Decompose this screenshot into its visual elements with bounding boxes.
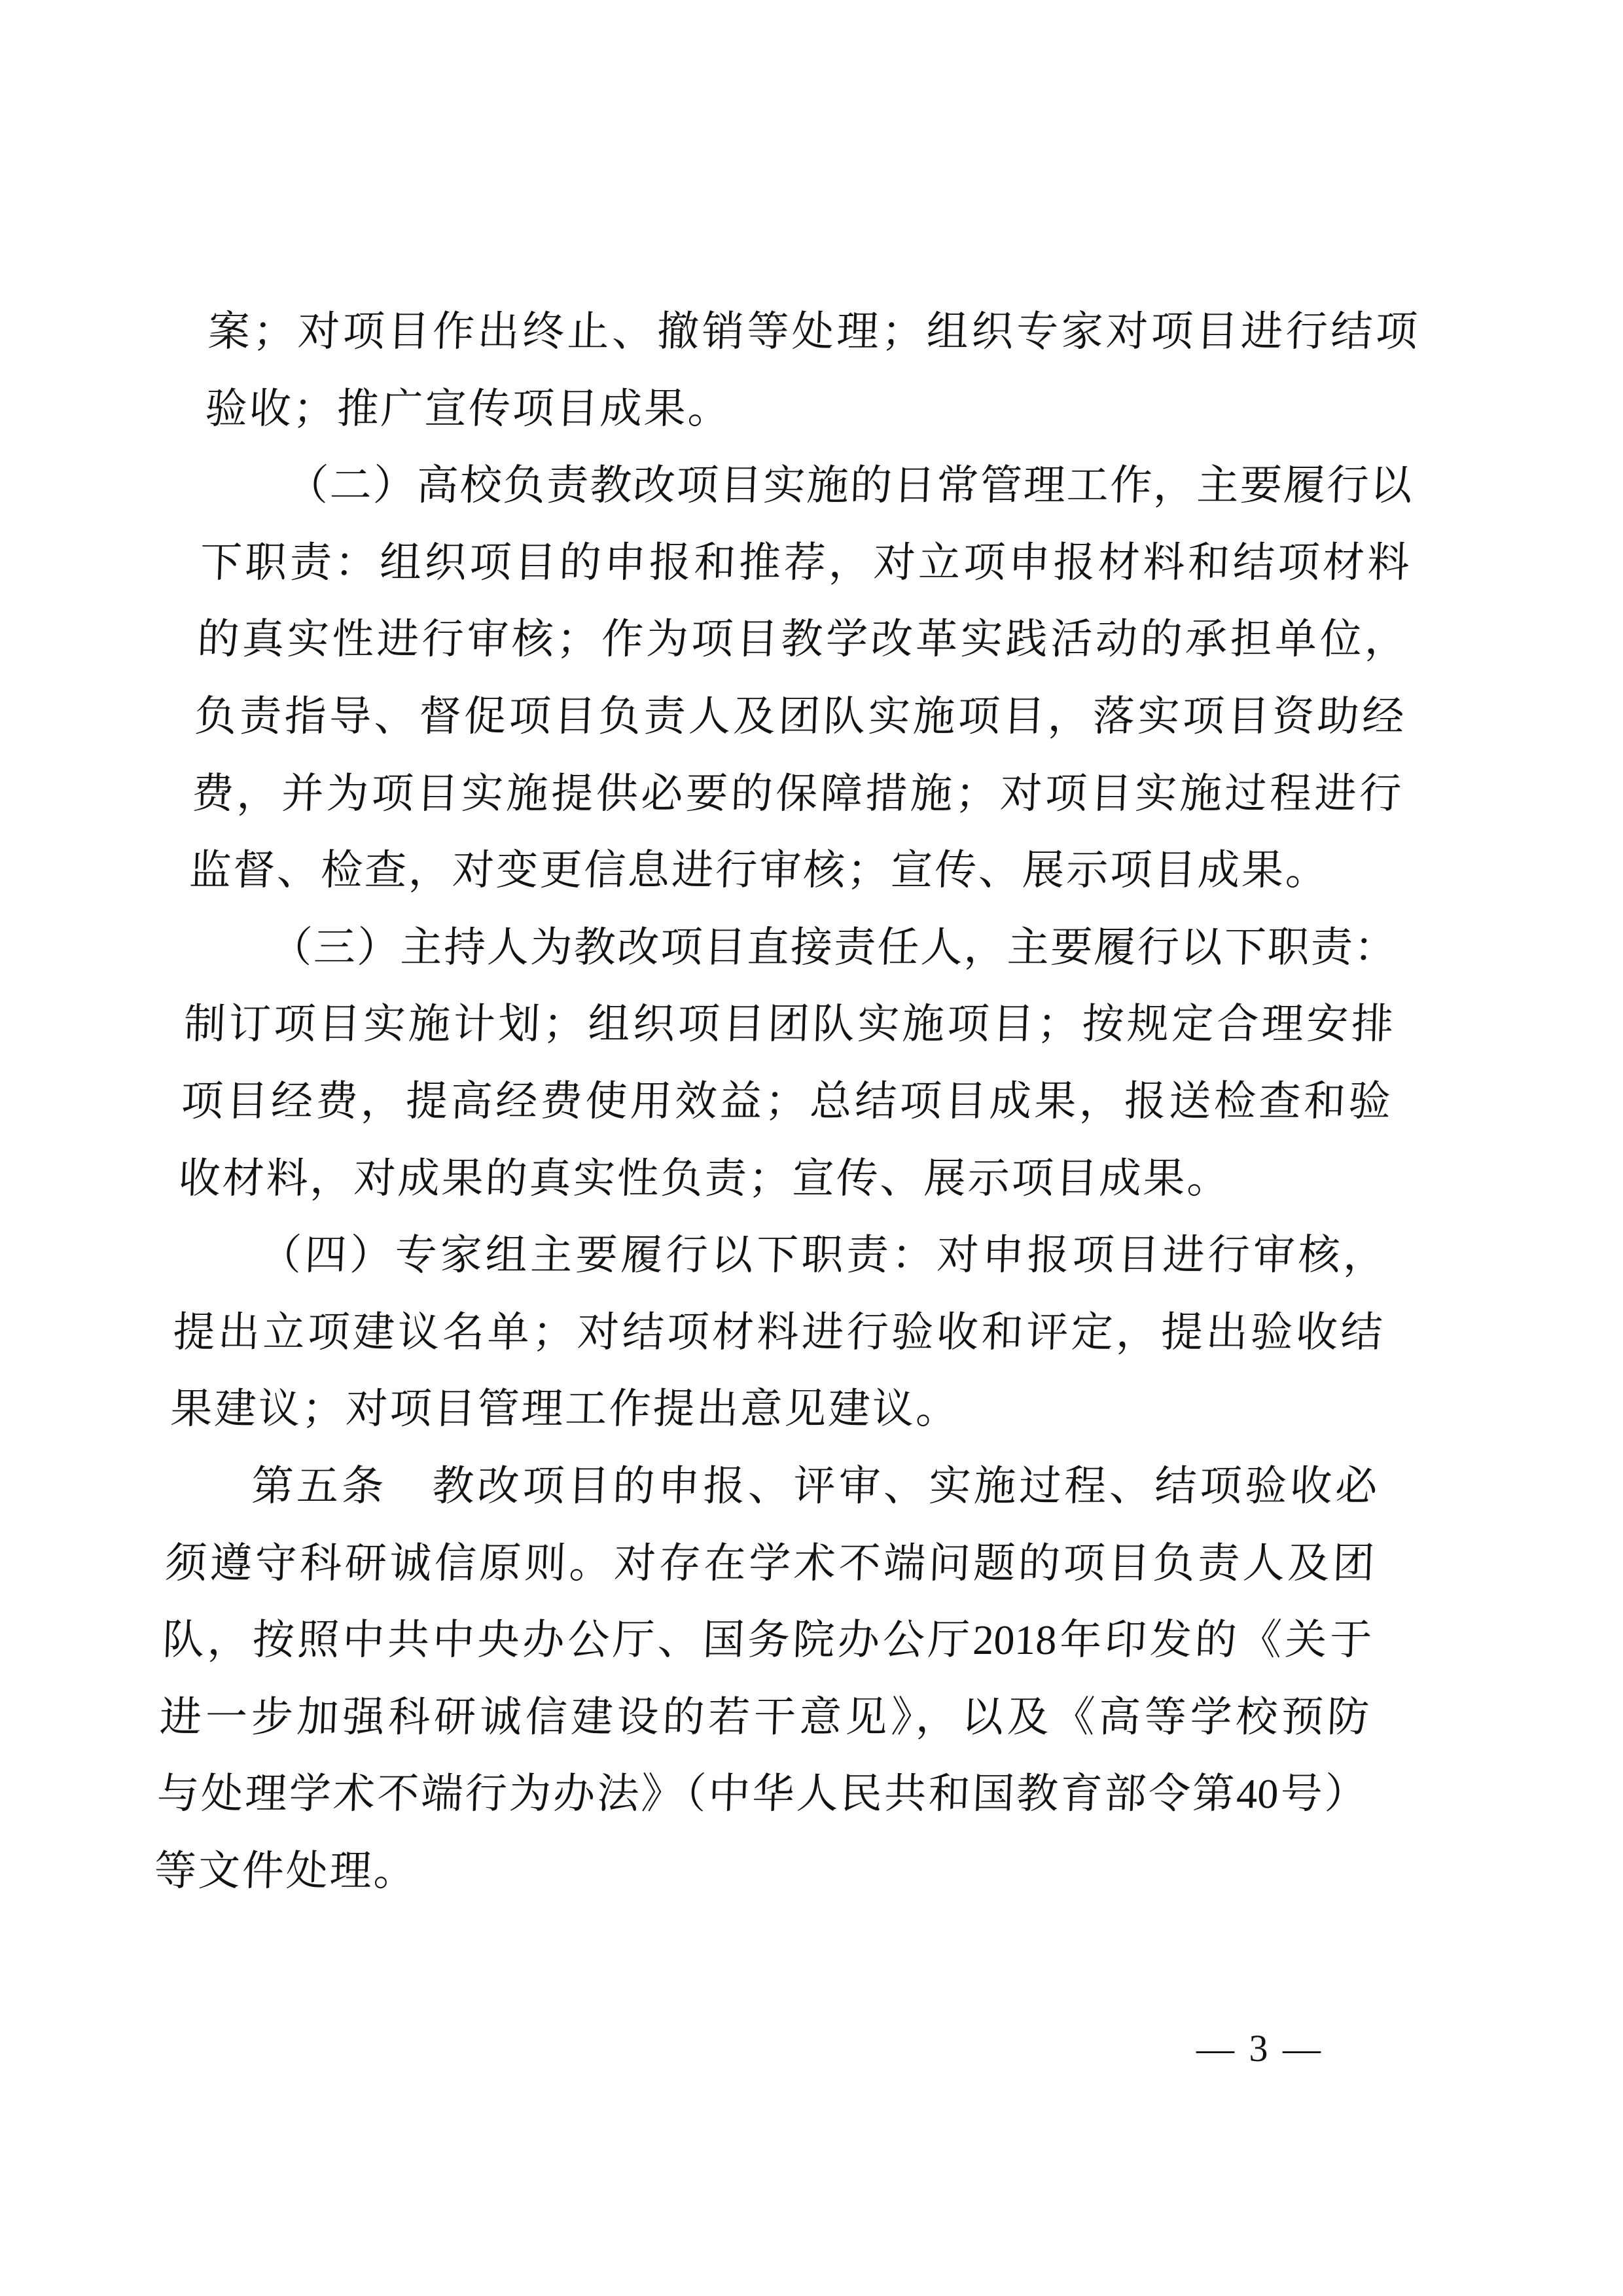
text-line: 案；对项目作出终止、撤销等处理；组织专家对项目进行结项 <box>207 308 1419 355</box>
document-body <box>153 293 1419 1909</box>
text-line: 提出立项建议名单；对结项材料进行验收和评定，提出验收结 <box>172 1308 1383 1355</box>
text-line: （三）主持人为教改项目直接责任人，主要履行以下职责： <box>269 924 1397 971</box>
text-line: 进一步加强科研诚信建设的若干意见》，以及《高等学校预防 <box>158 1693 1370 1740</box>
text-line: 费，并为项目实施提供必要的保障措施；对项目实施过程进行 <box>191 770 1402 817</box>
text-line: 制订项目实施计划；组织项目团队实施项目；按规定合理安排 <box>183 1001 1395 1048</box>
text-line: 收材料，对成果的真实性负责；宣传、展示项目成果。 <box>177 1155 1232 1202</box>
text-line: 负责指导、督促项目负责人及团队实施项目，落实项目资助经 <box>194 692 1405 740</box>
page-number: — 3 — <box>1196 2027 1323 2070</box>
text-line: 下职责：组织项目的申报和推荐，对立项申报材料和结项材料 <box>199 539 1410 586</box>
text-line: 等文件处理。 <box>153 1847 419 1894</box>
text-line: （四）专家组主要履行以下职责：对申报项目进行审核， <box>259 1232 1386 1279</box>
text-line: 监督、检查，对变更信息进行审核；宣传、展示项目成果。 <box>188 847 1330 894</box>
text-line: 验收；推广宣传项目成果。 <box>204 385 733 432</box>
text-line: （二）高校负责教改项目实施的日常管理工作，主要履行以 <box>285 462 1413 509</box>
text-line: 须遵守科研诚信原则。对存在学术不端问题的项目负责人及团 <box>164 1539 1376 1587</box>
text-line: 第五条 教改项目的申报、评审、实施过程、结项验收必 <box>251 1462 1378 1509</box>
text-line: 果建议；对项目管理工作提出意见建议。 <box>169 1386 961 1433</box>
text-line: 项目经费，提高经费使用效益；总结项目成果，报送检查和验 <box>180 1077 1392 1124</box>
text-line: 的真实性进行审核；作为项目教学改革实践活动的承担单位， <box>196 616 1408 663</box>
text-line: 与处理学术不端行为办法》（中华人民共和国教育部令第40号） <box>156 1770 1368 1818</box>
text-line: 队，按照中共中央办公厅、国务院办公厅2018年印发的《关于 <box>161 1617 1373 1664</box>
